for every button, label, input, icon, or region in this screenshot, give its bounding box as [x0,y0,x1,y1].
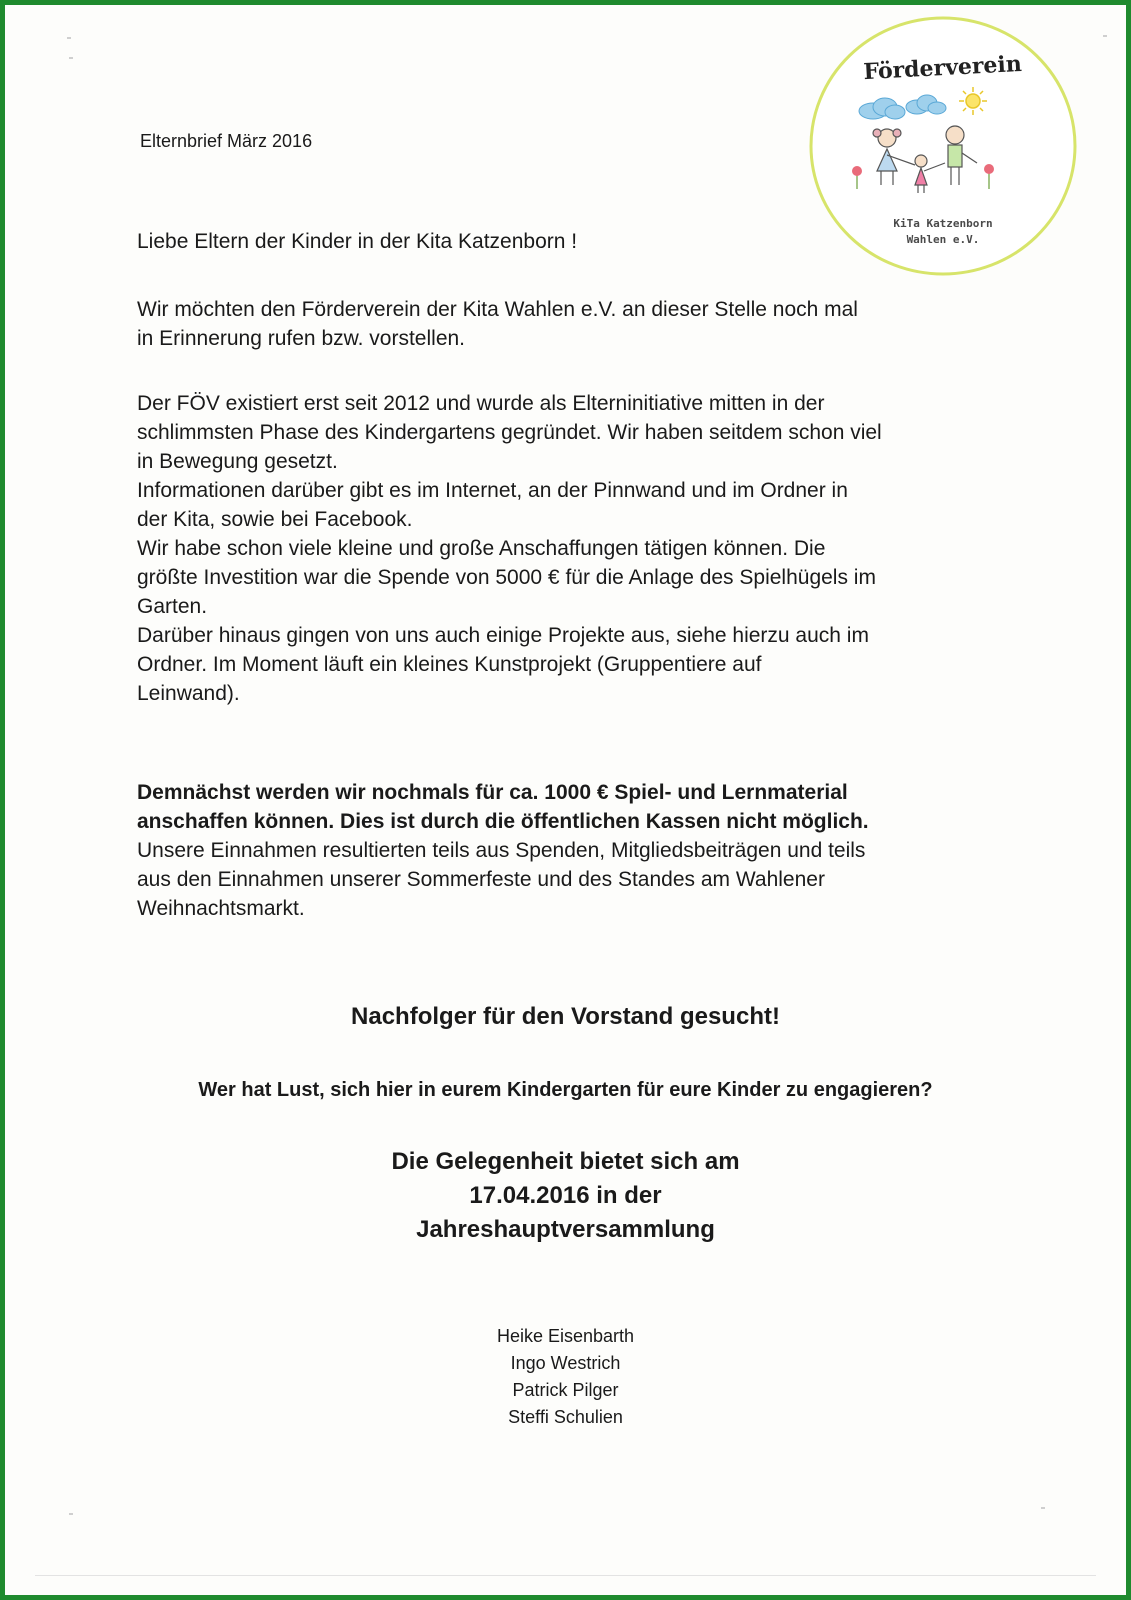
logo-title: Förderverein [862,50,1023,86]
scan-edge-line [35,1575,1096,1576]
text-line: Garten. [137,595,208,618]
scan-speck [67,37,71,39]
signature-name: Steffi Schulien [508,1407,623,1427]
scan-speck [69,1513,73,1515]
letter-date: Elternbrief März 2016 [140,131,313,151]
bold-text-line: anschaffen können. Dies ist durch die öffentlichen Kassen nicht möglich. [137,810,869,833]
text-line: größte Investition war die Spende von 5000 € für die Anlage des Spielhügels im [137,566,876,589]
paragraph-plans [137,778,1007,923]
text-line: Ordner. Im Moment läuft ein kleines Kunstprojekt (Gruppentiere auf [137,653,762,676]
greeting: Liebe Eltern der Kinder in der Kita Katzenborn ! [137,230,578,253]
meeting-invitation [5,1145,1126,1247]
text-line: Unsere Einnahmen resultierten teils aus Spenden, Mitgliedsbeiträgen und teils [137,839,866,862]
bold-text-line: Demnächst werden wir nochmals für ca. 1000 € Spiel- und Lernmaterial [137,781,848,804]
scan-speck [1103,35,1107,37]
invite-line: Jahreshauptversammlung [416,1216,715,1243]
paragraph-intro [137,295,1007,353]
invite-line: Die Gelegenheit bietet sich am [391,1148,740,1175]
signatures [5,1323,1126,1431]
text-line: Der FÖV existiert erst seit 2012 und wurde als Elterninitiative mitten in der [137,392,825,415]
invite-line: 17.04.2016 in der [469,1182,662,1209]
scan-speck [69,57,73,59]
board-successor-heading: Nachfolger für den Vorstand gesucht! [351,1003,780,1030]
text-line: Darüber hinaus gingen von uns auch einige Projekte aus, siehe hierzu auch im [137,624,869,647]
signature-name: Heike Eisenbarth [496,1326,635,1346]
text-line: Wir möchten den Förderverein der Kita Wahlen e.V. an dieser Stelle noch mal [137,298,858,321]
scan-speck [1041,1507,1045,1509]
engagement-question: Wer hat Lust, sich hier in eurem Kindergarten für eure Kinder zu engagieren? [198,1079,933,1101]
text-line: in Bewegung gesetzt. [137,450,338,473]
text-line: der Kita, sowie bei Facebook. [137,508,413,531]
text-line: Informationen darüber gibt es im Internet, an der Pinnwand und im Ordner in [137,479,848,502]
logo-line1: KiTa Katzenborn [893,217,993,230]
paragraph-history [137,389,1007,708]
signature-name: Patrick Pilger [512,1380,619,1400]
text-line: Weihnachtsmarkt. [137,897,305,920]
sun-icon [959,87,987,115]
text-line: schlimmsten Phase des Kindergartens gegründet. Wir haben seitdem schon viel [137,421,882,444]
text-line: in Erinnerung rufen bzw. vorstellen. [137,327,466,350]
text-line: Wir habe schon viele kleine und große Anschaffungen tätigen können. Die [137,537,826,560]
logo-line2: Wahlen e.V. [906,233,980,246]
text-line: Leinwand). [137,682,240,705]
signature-name: Ingo Westrich [510,1353,621,1373]
text-line: aus den Einnahmen unserer Sommerfeste und des Standes am Wahlener [137,868,825,891]
